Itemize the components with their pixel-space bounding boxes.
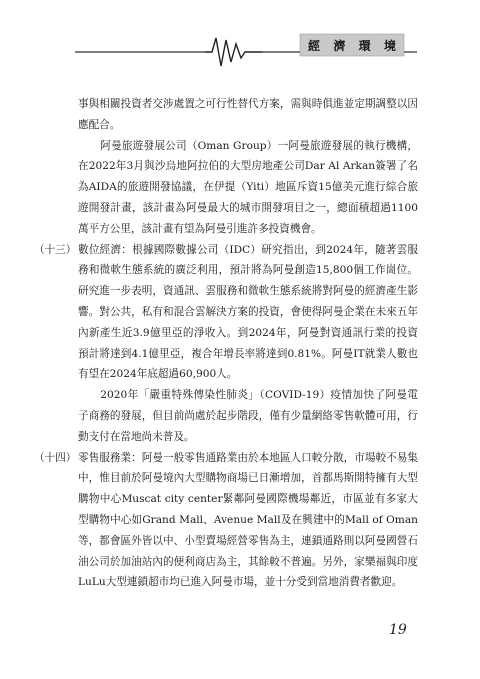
body-text xyxy=(34,94,418,593)
heartbeat-divider-icon xyxy=(0,30,480,70)
section-title xyxy=(300,34,404,56)
list-item-digital-economy xyxy=(34,240,418,386)
paragraph-continuation: 事與相關投資者交涉處置之可行性替代方案，需與時俱進並定期調整以因應配合。 xyxy=(78,98,418,131)
section-title-char: 環 xyxy=(358,38,371,53)
paragraph-covid: 2020年「嚴重特殊傳染性肺炎」（COVID-19）疫情加快了阿曼電子商務的發展，但目前尚處於起步階段，僅有少量網絡零售軟體可用，行動支付在當地尚未普及。 xyxy=(78,389,418,443)
section-title-char: 經 xyxy=(308,38,321,53)
section-title-char: 境 xyxy=(383,38,396,53)
page-number: 19 xyxy=(389,622,407,638)
list-item-text: 數位經濟：根據國際數據公司（IDC）研究指出，到2024年，隨著雲服務和微軟生態系統的廣泛利用，預計將為阿曼創造15,800個工作崗位。研究進一步表明，資通訊、雲服務和微軟生態系統將對阿曼的經濟產生影響。對公共，私有和混合雲解決方案的投資，會使得阿曼企業在未來五年內新產生近3.9億里亞的淨收入。到2024年，阿曼對資通訊行業的投資預計將達到4.1億里亞，複合年增長率將達到0.81%。阿曼IT就業人數也有望在2024年底超過60,900人。 xyxy=(78,243,418,381)
section-title-char: 濟 xyxy=(333,38,346,53)
list-item-number: （十三） xyxy=(34,243,77,256)
list-item-number: （十四） xyxy=(34,451,77,464)
paragraph-oman-group: 阿曼旅遊發展公司（Oman Group）一阿曼旅遊發展的執行機構，在2022年3月與沙烏地阿拉伯的大型房地產公司Dar Al Arkan簽署了名為AIDA的旅遊開發協議，在伊提（Yiti）地區斥資15億美元進行綜合旅遊開發計畫，該計畫為阿曼最大的城市開發項目之一，總面積超過1100萬平方公里，該計畫有望為阿曼引進許多投資機會。 xyxy=(78,139,418,235)
list-item-text: 零售服務業：阿曼一般零售通路業由於本地區人口較分散，市場較不易集中，惟目前於阿曼境內大型購物商場已日漸增加，首都馬斯開特擁有大型購物中心Muscat city center緊鄰阿曼國際機場鄰近，市區並有多家大型購物中心如Grand Mall、Avenue Mall及在興建中的Mall of Oman等，都會區外皆以中、小型賣場經營零售為主，連鎖通路則以阿曼國營石油公司於加油站內的便利商店為主，其餘較不普遍。另外，家樂福與印度LuLu大型連鎖超市均已進入阿曼市場，並十分受到當地消費者歡迎。 xyxy=(78,451,418,589)
page-header xyxy=(0,30,480,70)
list-item-retail xyxy=(34,448,418,594)
